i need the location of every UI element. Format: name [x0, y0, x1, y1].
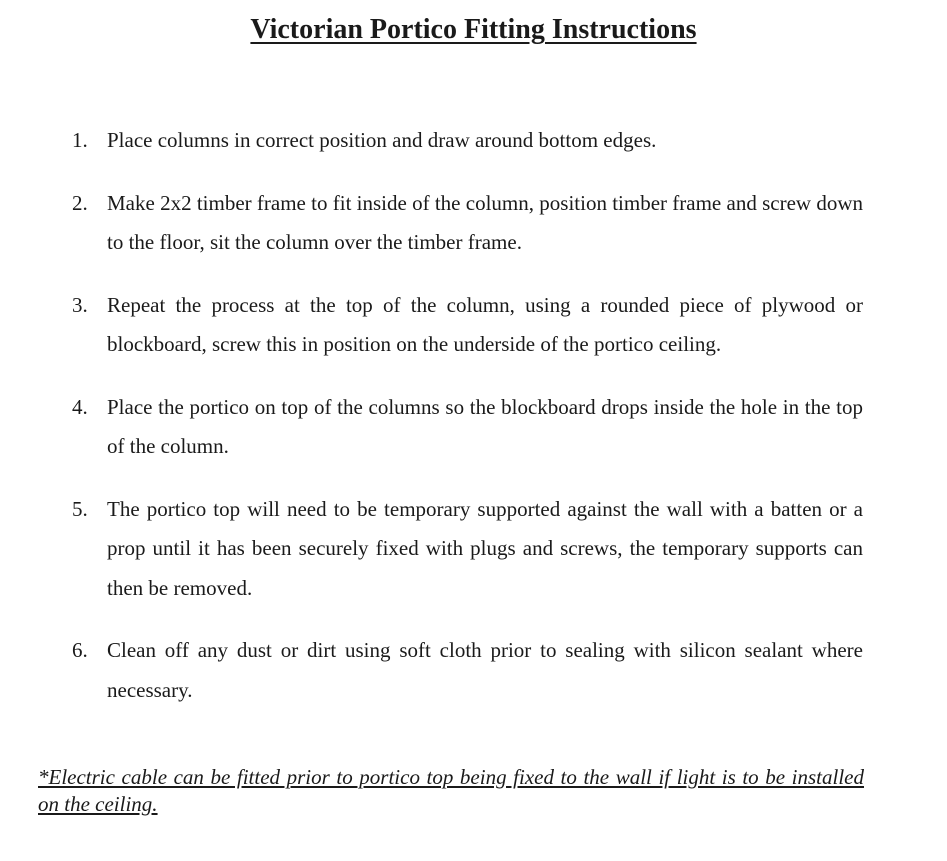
page-title: Victorian Portico Fitting Instructions	[250, 14, 697, 45]
step-text: Clean off any dust or dirt using soft cloth prior to sealing with silicon sealant where necessary.	[107, 638, 863, 702]
step-number: 1.	[72, 128, 88, 152]
list-item	[72, 631, 863, 710]
step-number: 6.	[72, 638, 88, 662]
footnote: *Electric cable can be fitted prior to portico top being fixed to the wall if light is to be installed on the ceiling.	[38, 765, 864, 816]
list-item	[72, 286, 863, 365]
step-text: The portico top will need to be temporary supported against the wall with a batten or a prop until it has been securely fixed with plugs and screws, the temporary supports can then be removed.	[107, 496, 863, 600]
list-item	[72, 184, 863, 263]
step-number: 5.	[72, 496, 88, 521]
instruction-list	[72, 121, 863, 733]
step-number: 3.	[72, 292, 88, 317]
step-text: Place columns in correct position and draw around bottom edges.	[107, 128, 657, 152]
step-text: Repeat the process at the top of the column, using a rounded piece of plywood or blockboard, screw this in position on the underside of the portico ceiling.	[107, 292, 863, 356]
step-text: Make 2x2 timber frame to fit inside of the column, position timber frame and screw down to the floor, sit the column over the timber frame.	[107, 190, 863, 254]
list-item	[72, 490, 863, 609]
list-item	[72, 121, 863, 161]
step-number: 4.	[72, 394, 88, 419]
list-item	[72, 388, 863, 467]
step-number: 2.	[72, 190, 88, 215]
step-text: Place the portico on top of the columns so the blockboard drops inside the hole in the top of the column.	[107, 394, 863, 458]
